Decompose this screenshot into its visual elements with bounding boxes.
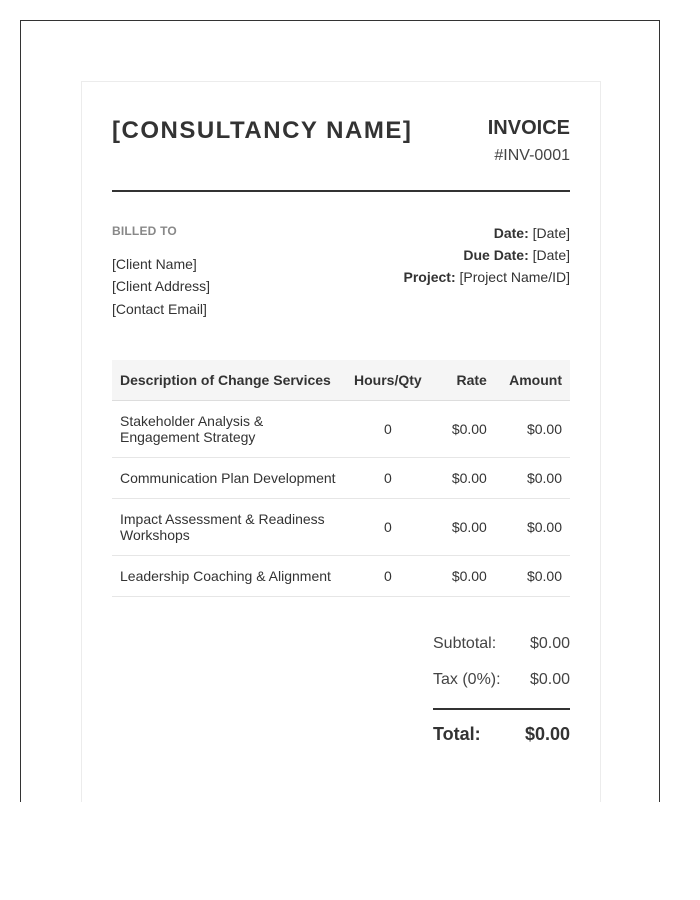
table-header-row	[112, 360, 570, 401]
column-header-rate: Rate	[431, 360, 495, 401]
client-email: [Contact Email]	[112, 301, 207, 317]
row-description: Impact Assessment & Readiness Workshops	[112, 499, 345, 556]
due-date-value: [Date]	[532, 247, 570, 263]
subtotal-value: $0.00	[529, 635, 570, 652]
totals-divider	[433, 708, 570, 710]
column-header-hours: Hours/Qty	[345, 360, 431, 401]
subtotal-label: Subtotal:	[433, 635, 497, 652]
row-rate: $0.00	[431, 401, 495, 458]
tax-value: $0.00	[529, 671, 570, 688]
table-row	[112, 499, 570, 556]
row-hours: 0	[345, 499, 431, 556]
column-header-description: Description of Change Services	[112, 360, 345, 401]
table-row	[112, 556, 570, 597]
due-date	[463, 247, 570, 263]
company-name: [CONSULTANCY NAME]	[112, 117, 413, 144]
invoice-title: INVOICE	[487, 117, 570, 139]
due-date-label: Due Date:	[463, 247, 529, 263]
invoice-number: #INV-0001	[494, 147, 570, 164]
line-items-table	[112, 360, 570, 597]
row-hours: 0	[345, 458, 431, 499]
row-amount: $0.00	[495, 458, 570, 499]
row-rate: $0.00	[431, 458, 495, 499]
row-description: Leadership Coaching & Alignment	[112, 556, 345, 597]
client-address: [Client Address]	[112, 278, 211, 294]
row-description: Stakeholder Analysis & Engagement Strategy	[112, 401, 345, 458]
tax-label: Tax (0%):	[433, 671, 501, 688]
client-name: [Client Name]	[112, 256, 197, 272]
row-rate: $0.00	[431, 556, 495, 597]
row-amount: $0.00	[495, 499, 570, 556]
row-hours: 0	[345, 401, 431, 458]
row-hours: 0	[345, 556, 431, 597]
invoice-date	[494, 225, 570, 241]
project	[404, 269, 571, 285]
column-header-amount: Amount	[495, 360, 570, 401]
row-rate: $0.00	[431, 499, 495, 556]
table-row	[112, 401, 570, 458]
total-label: Total:	[433, 724, 481, 744]
invoice-date-value: [Date]	[532, 225, 570, 241]
invoice-date-label: Date:	[493, 225, 529, 241]
project-value: [Project Name/ID]	[459, 269, 570, 285]
row-amount: $0.00	[495, 556, 570, 597]
row-amount: $0.00	[495, 401, 570, 458]
table-row	[112, 458, 570, 499]
header-divider	[112, 190, 570, 192]
row-description: Communication Plan Development	[112, 458, 345, 499]
project-label: Project:	[403, 269, 456, 285]
total-value: $0.00	[524, 724, 570, 744]
billed-to-label: BILLED TO	[112, 224, 177, 238]
